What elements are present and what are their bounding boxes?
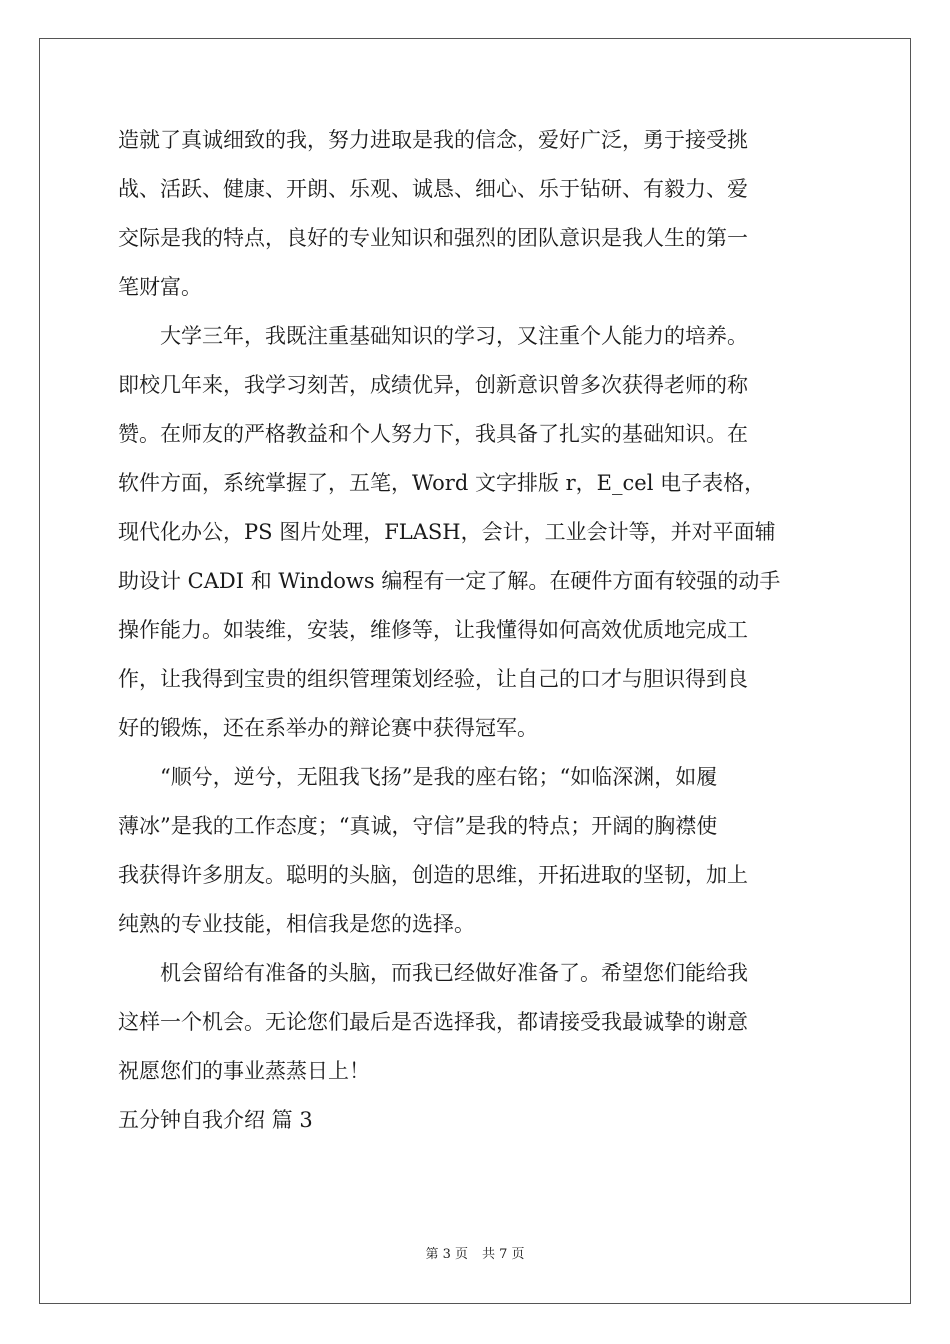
paragraph-4-line-1: 机会留给有准备的头脑，而我已经做好准备了。希望您们能给我 xyxy=(160,961,748,985)
page-number: 第 3 页 xyxy=(425,1247,468,1262)
paragraph-2-line-1: 大学三年，我既注重基础知识的学习，又注重个人能力的培养。 xyxy=(160,324,748,348)
paragraph-1-line-3: 交际是我的特点，良好的专业知识和强烈的团队意识是我人生的第一 xyxy=(118,226,748,250)
paragraph-2-line-8: 作，让我得到宝贵的组织管理策划经验，让自己的口才与胆识得到良 xyxy=(118,667,748,691)
paragraph-4-line-2: 这样一个机会。无论您们最后是否选择我，都请接受我最诚挚的谢意 xyxy=(118,1010,748,1034)
paragraph-3-line-2: 薄冰”是我的工作态度；“真诚，守信”是我的特点；开阔的胸襟使 xyxy=(118,814,718,838)
paragraph-1-line-1: 造就了真诚细致的我，努力进取是我的信念，爱好广泛，勇于接受挑 xyxy=(118,128,748,152)
paragraph-1-line-2: 战、活跃、健康、开朗、乐观、诚恳、细心、乐于钻研、有毅力、爱 xyxy=(118,177,748,201)
paragraph-2-line-4: 软件方面，系统掌握了，五笔，Word 文字排版 r，E_cel 电子表格， xyxy=(118,471,766,495)
paragraph-3-line-3: 我获得许多朋友。聪明的头脑，创造的思维，开拓进取的坚韧，加上 xyxy=(118,863,748,887)
paragraph-2-line-5: 现代化办公，PS 图片处理，FLASH，会计，工业会计等，并对平面辅 xyxy=(118,520,776,544)
paragraph-2-line-6: 助设计 CADI 和 Windows 编程有一定了解。在硬件方面有较强的动手 xyxy=(118,569,781,593)
paragraph-1-line-4: 笔财富。 xyxy=(118,275,202,299)
paragraph-2-line-3: 赞。在师友的严格教益和个人努力下，我具备了扎实的基础知识。在 xyxy=(118,422,748,446)
paragraph-3-line-4: 纯熟的专业技能，相信我是您的选择。 xyxy=(118,912,475,936)
paragraph-4-line-3: 祝愿您们的事业蒸蒸日上！ xyxy=(118,1059,370,1083)
paragraph-2-line-7: 操作能力。如装维，安装，维修等，让我懂得如何高效优质地完成工 xyxy=(118,618,748,642)
paragraph-2-line-2: 即校几年来，我学习刻苦，成绩优异，创新意识曾多次获得老师的称 xyxy=(118,373,748,397)
section-heading: 五分钟自我介绍 篇 3 xyxy=(118,1108,313,1132)
total-pages: 共 7 页 xyxy=(482,1247,525,1262)
page-footer xyxy=(0,1246,950,1264)
paragraph-2-line-9: 好的锻炼，还在系举办的辩论赛中获得冠军。 xyxy=(118,716,538,740)
paragraph-3-line-1: “顺兮，逆兮，无阻我飞扬”是我的座右铭；“如临深渊，如履 xyxy=(160,765,718,789)
